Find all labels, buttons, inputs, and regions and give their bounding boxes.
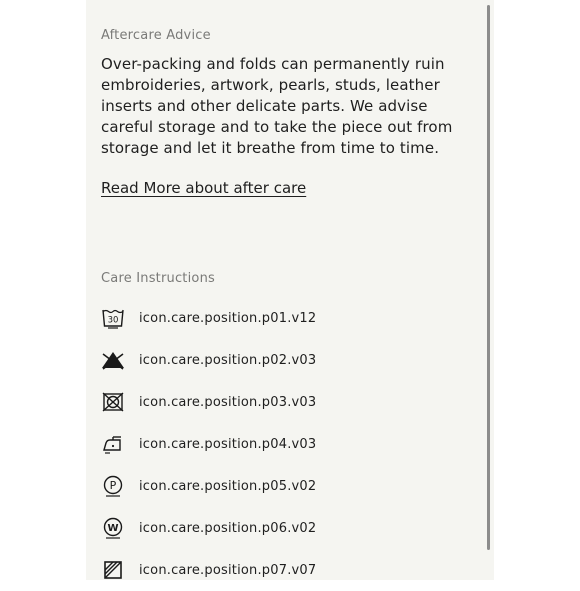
care-content	[101, 28, 481, 591]
care-item-label: icon.care.position.p06.v02	[139, 520, 317, 536]
list-item	[101, 507, 481, 549]
aftercare-heading: Aftercare Advice	[101, 28, 211, 43]
dry-clean-p-icon	[101, 474, 125, 498]
care-item-label: icon.care.position.p01.v12	[139, 310, 317, 326]
care-list	[101, 297, 481, 591]
care-item-label: icon.care.position.p05.v02	[139, 478, 317, 494]
care-item-label: icon.care.position.p03.v03	[139, 394, 317, 410]
list-item	[101, 423, 481, 465]
aftercare-body: Over-packing and folds can permanently ruin embroideries, artwork, pearls, studs, leather inserts and other delicate parts. We advise careful storage and to take the piece out from storage and let it breathe from time to time.	[101, 55, 453, 157]
scrollbar[interactable]	[487, 5, 490, 550]
care-item-label: icon.care.position.p04.v03	[139, 436, 317, 452]
care-instructions-heading: Care Instructions	[101, 271, 215, 286]
dry-clean-letter: P	[109, 479, 117, 492]
iron-low-icon	[101, 432, 125, 456]
list-item	[101, 465, 481, 507]
care-item-label: icon.care.position.p02.v03	[139, 352, 317, 368]
dry-in-shade-icon	[101, 558, 125, 582]
wet-clean-w-icon	[101, 516, 125, 540]
wet-clean-letter: W	[107, 523, 119, 534]
list-item	[101, 339, 481, 381]
list-item	[101, 381, 481, 423]
wash-30-icon	[101, 306, 125, 330]
do-not-bleach-icon	[101, 348, 125, 372]
wash-temperature: 30	[107, 315, 119, 326]
list-item	[101, 549, 481, 591]
do-not-tumble-dry-icon	[101, 390, 125, 414]
list-item	[101, 297, 481, 339]
read-more-link[interactable]: Read More about after care	[101, 179, 307, 197]
care-item-label: icon.care.position.p07.v07	[139, 562, 317, 578]
